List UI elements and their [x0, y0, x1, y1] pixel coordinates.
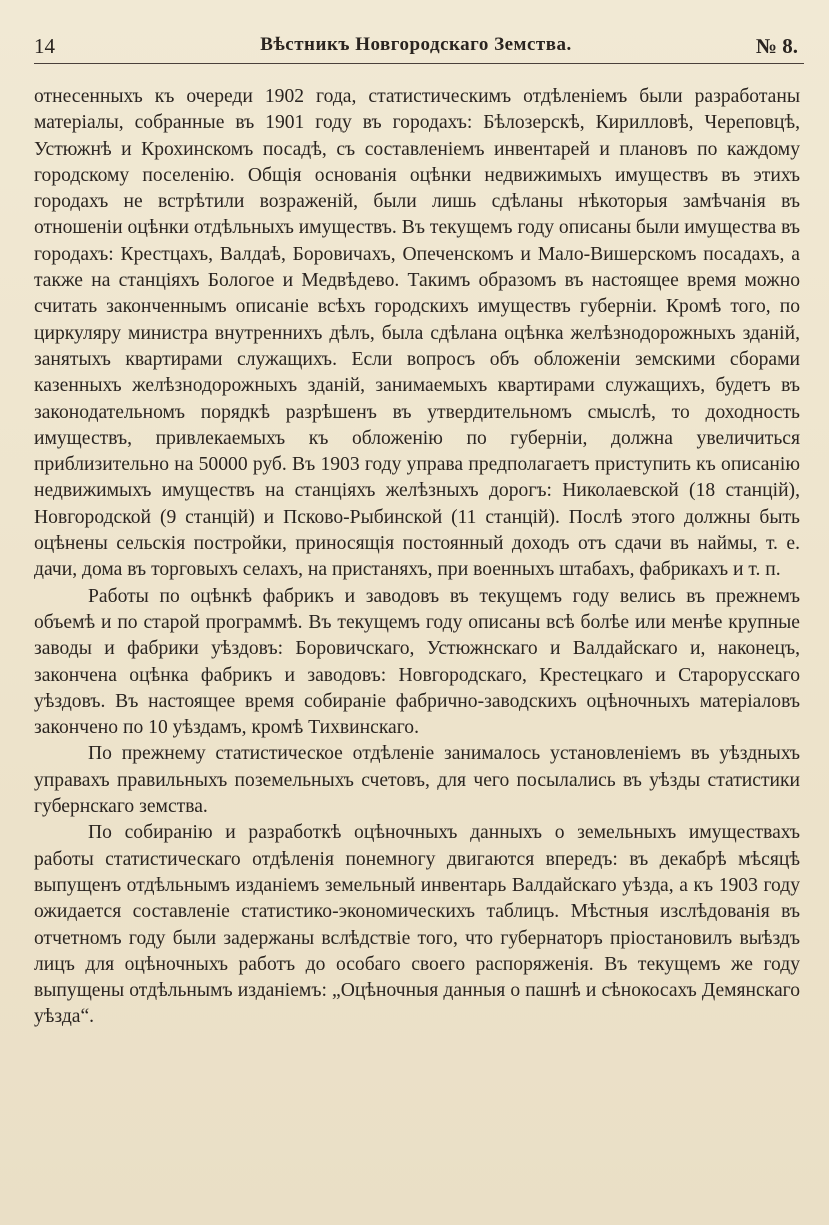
header-rule	[34, 63, 804, 64]
running-header	[34, 30, 798, 62]
paragraph-continuation: отнесенныхъ къ очереди 1902 года, статистическимъ отдѣленіемъ были разработаны матеріалы, собранные въ 1901 году въ городахъ: Бѣлозерскѣ, Кирилловѣ, Череповцѣ, Устюжнѣ и Крохинскомъ посадѣ, съ составленіемъ инвентарей и плановъ по каждому городскому поселенію. Общія основанія оцѣнки недвижимыхъ имуществъ въ этихъ городахъ не встрѣтили возраженій, были лишь сдѣланы нѣкоторыя замѣчанія въ отношеніи оцѣнки отдѣльныхъ имуществъ. Въ текущемъ году описаны были имущества въ городахъ: Крестцахъ, Валдаѣ, Боровичахъ, Опеченскомъ и Мало-Вишерскомъ посадахъ, а также на станціяхъ Бологое и Медвѣдево. Такимъ образомъ въ настоящее время можно считать законченнымъ описаніе всѣхъ городскихъ имуществъ губерніи. Кромѣ того, по циркуляру министра внутреннихъ дѣлъ, была сдѣлана оцѣнка желѣзнодорожныхъ зданій, занятыхъ квартирами служащихъ. Если вопросъ объ обложеніи земскими сборами казенныхъ желѣзнодорожныхъ зданій, занимаемыхъ квартирами служащихъ, будетъ въ законодательномъ порядкѣ разрѣшенъ въ утвердительномъ смыслѣ, то доходность имуществъ, привлекаемыхъ къ обложенію по губерніи, должна увеличиться приблизительно на 50000 руб. Въ 1903 году управа предполагаетъ приступить къ описанію недвижимыхъ имуществъ на станціяхъ желѣзныхъ дорогъ: Николаевской (18 станцій), Новгородской (9 станцій) и Псково-Рыбинской (11 станцій). Послѣ этого должны быть оцѣнены сельскія постройки, приносящія постоянный доходъ отъ сдачи въ наймы, т. е. дачи, дома въ торговыхъ селахъ, на пристаняхъ, при военныхъ штабахъ, фабрикахъ и т. п.	[34, 86, 800, 581]
paragraph-land-accounts: По прежнему статистическое отдѣленіе занималось установленіемъ въ уѣздныхъ управахъ правильныхъ поземельныхъ счетовъ, для чего посылались въ уѣзды статистики губернскаго земства.	[34, 743, 800, 818]
paragraph-factory-valuation: Работы по оцѣнкѣ фабрикъ и заводовъ въ текущемъ году велись въ прежнемъ объемѣ и по старой программѣ. Въ текущемъ году описаны всѣ болѣе или менѣе крупные заводы и фабрики уѣздовъ: Боровичскаго, Устюжнскаго и Валдайскаго и, наконецъ, закончена оцѣнка фабрикъ и заводовъ: Новгородскаго, Крестецкаго и Старорусскаго уѣздовъ. Въ настоящее время собираніе фабрично-заводскихъ оцѣночныхъ матеріаловъ закончено по 10 уѣздамъ, кромѣ Тихвинскаго.	[34, 585, 800, 739]
page-number: 14	[34, 34, 55, 58]
paragraph-land-valuation-data: По собиранію и разработкѣ оцѣночныхъ данныхъ о земельныхъ имуществахъ работы статистическаго отдѣленія понемногу двигаются впередъ: въ декабрѣ мѣсяцѣ выпущенъ отдѣльнымъ изданіемъ земельный инвентарь Валдайскаго уѣзда, а къ 1903 году ожидается составленіе статистико-экономическихъ таблицъ. Мѣстныя изслѣдованія въ отчетномъ году были задержаны вслѣдствіе того, что губернаторъ пріостановилъ выѣздъ лицъ для оцѣночныхъ работъ до особаго своего распоряженія. Въ текущемъ же году выпущены отдѣльнымъ изданіемъ: „Оцѣночныя данныя о пашнѣ и сѣнокосахъ Демянскаго уѣзда“.	[34, 822, 800, 1028]
issue-number: № 8.	[755, 34, 798, 58]
journal-title: Вѣстникъ Новгородскаго Земства.	[260, 34, 572, 55]
article-body	[34, 84, 800, 1031]
